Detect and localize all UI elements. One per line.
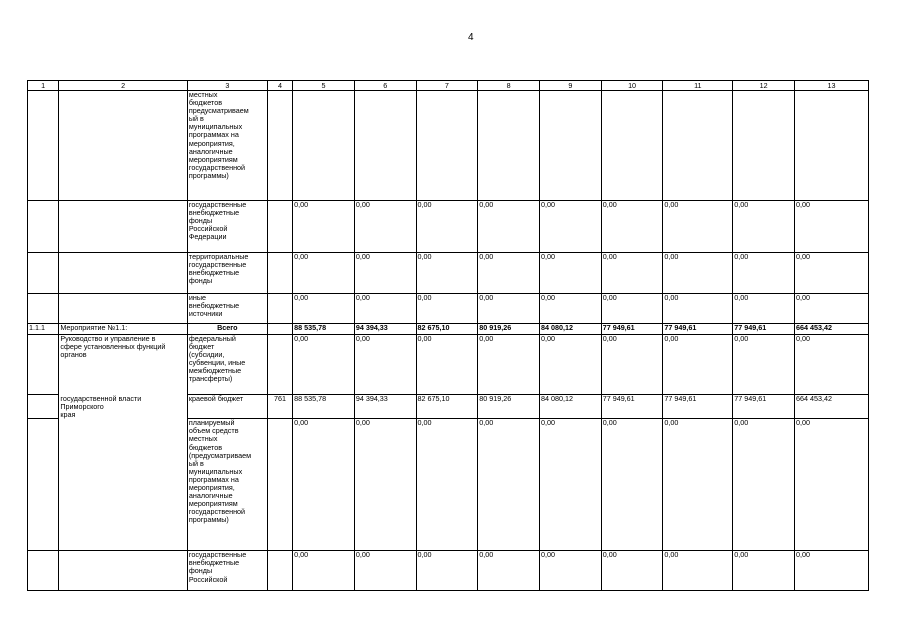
value-cell: 0,00: [354, 201, 416, 253]
table-row: [28, 395, 869, 419]
table-row: [28, 294, 869, 324]
value-cell: 0,00: [601, 419, 663, 551]
header-cell: 8: [478, 81, 540, 91]
value-cell: 0,00: [478, 551, 540, 591]
value-cell: [539, 91, 601, 201]
value-cell: 664 453,42: [794, 395, 868, 419]
value-cell: 0,00: [794, 253, 868, 294]
row-title-cell: Мероприятие №1.1:: [59, 324, 188, 335]
value-cell: 0,00: [663, 253, 733, 294]
value-cell: 0,00: [293, 551, 355, 591]
funding-source-cell: местных бюджетов предусматриваем ый в муниципальных программах на мероприятия, аналогичные мероприятиям государственной программы): [187, 91, 267, 201]
funding-source-cell: федеральный бюджет (субсидии, субвенции, иные межбюджетные трансферты): [187, 335, 267, 395]
value-cell: 0,00: [478, 335, 540, 395]
value-cell: 0,00: [794, 294, 868, 324]
value-cell: 0,00: [733, 335, 795, 395]
value-cell: 94 394,33: [354, 324, 416, 335]
value-cell: [354, 91, 416, 201]
header-row: [28, 81, 869, 91]
row-title-cell: [59, 201, 188, 253]
value-cell: 0,00: [794, 201, 868, 253]
header-cell: 12: [733, 81, 795, 91]
funding-source-cell: иные внебюджетные источники: [187, 294, 267, 324]
value-cell: [416, 91, 478, 201]
value-cell: [794, 91, 868, 201]
funding-source-cell: государственные внебюджетные фонды Российской Федерации: [187, 201, 267, 253]
value-cell: 84 080,12: [539, 324, 601, 335]
value-cell: 0,00: [601, 551, 663, 591]
value-cell: 0,00: [794, 419, 868, 551]
row-title-cell: государственной власти Приморского края: [59, 395, 188, 419]
value-cell: 0,00: [478, 294, 540, 324]
grbs-cell: [267, 335, 292, 395]
value-cell: 0,00: [539, 294, 601, 324]
grbs-cell: [267, 419, 292, 551]
row-title-cell: [59, 253, 188, 294]
row-code-cell: [28, 395, 59, 419]
header-cell: 9: [539, 81, 601, 91]
value-cell: 0,00: [293, 294, 355, 324]
value-cell: 0,00: [354, 335, 416, 395]
value-cell: 0,00: [293, 253, 355, 294]
value-cell: [293, 91, 355, 201]
table-row: [28, 253, 869, 294]
value-cell: 0,00: [601, 294, 663, 324]
value-cell: 0,00: [416, 201, 478, 253]
value-cell: 80 919,26: [478, 395, 540, 419]
header-cell: 2: [59, 81, 188, 91]
value-cell: 0,00: [601, 335, 663, 395]
value-cell: 0,00: [293, 419, 355, 551]
table-row: [28, 324, 869, 335]
value-cell: 664 453,42: [794, 324, 868, 335]
value-cell: 0,00: [733, 551, 795, 591]
row-title-cell: [59, 551, 188, 591]
funding-source-cell: Всего: [187, 324, 267, 335]
value-cell: 77 949,61: [601, 395, 663, 419]
value-cell: 77 949,61: [601, 324, 663, 335]
row-code-cell: [28, 551, 59, 591]
funding-source-cell: территориальные государственные внебюджетные фонды: [187, 253, 267, 294]
table-row: [28, 335, 869, 395]
value-cell: 0,00: [478, 253, 540, 294]
value-cell: 0,00: [293, 335, 355, 395]
header-cell: 1: [28, 81, 59, 91]
table-row: [28, 419, 869, 551]
table-row: [28, 91, 869, 201]
value-cell: [601, 91, 663, 201]
row-title-cell: [59, 91, 188, 201]
table-row: [28, 201, 869, 253]
value-cell: 0,00: [794, 335, 868, 395]
row-code-cell: [28, 91, 59, 201]
value-cell: 0,00: [354, 253, 416, 294]
header-cell: 11: [663, 81, 733, 91]
value-cell: 0,00: [663, 551, 733, 591]
value-cell: 0,00: [293, 201, 355, 253]
value-cell: 82 675,10: [416, 324, 478, 335]
header-cell: 6: [354, 81, 416, 91]
grbs-cell: 761: [267, 395, 292, 419]
value-cell: 77 949,61: [733, 395, 795, 419]
funding-source-cell: государственные внебюджетные фонды Российской: [187, 551, 267, 591]
row-code-cell: [28, 335, 59, 395]
header-cell: 3: [187, 81, 267, 91]
value-cell: 0,00: [416, 335, 478, 395]
header-cell: 5: [293, 81, 355, 91]
value-cell: 0,00: [663, 419, 733, 551]
grbs-cell: [267, 551, 292, 591]
value-cell: 0,00: [354, 419, 416, 551]
grbs-cell: [267, 294, 292, 324]
page-number: 4: [468, 32, 474, 43]
value-cell: 0,00: [733, 201, 795, 253]
value-cell: 94 394,33: [354, 395, 416, 419]
row-code-cell: [28, 253, 59, 294]
row-title-cell: Руководство и управление в сфере установленных функций органов: [59, 335, 188, 395]
grbs-cell: [267, 324, 292, 335]
value-cell: 0,00: [601, 201, 663, 253]
value-cell: 0,00: [416, 419, 478, 551]
value-cell: 0,00: [733, 419, 795, 551]
value-cell: 88 535,78: [293, 395, 355, 419]
value-cell: [478, 91, 540, 201]
grbs-cell: [267, 201, 292, 253]
value-cell: 0,00: [601, 253, 663, 294]
value-cell: 0,00: [416, 294, 478, 324]
row-title-cell: [59, 294, 188, 324]
value-cell: 0,00: [354, 551, 416, 591]
value-cell: 0,00: [733, 294, 795, 324]
value-cell: 0,00: [663, 201, 733, 253]
value-cell: 0,00: [733, 253, 795, 294]
value-cell: 0,00: [663, 294, 733, 324]
value-cell: 0,00: [663, 335, 733, 395]
budget-table: [27, 80, 869, 591]
header-cell: 7: [416, 81, 478, 91]
row-title-cell: [59, 419, 188, 551]
header-cell: 10: [601, 81, 663, 91]
value-cell: 0,00: [794, 551, 868, 591]
value-cell: 84 080,12: [539, 395, 601, 419]
row-code-cell: 1.1.1: [28, 324, 59, 335]
grbs-cell: [267, 253, 292, 294]
value-cell: 77 949,61: [663, 395, 733, 419]
value-cell: 0,00: [539, 551, 601, 591]
value-cell: [733, 91, 795, 201]
value-cell: 80 919,26: [478, 324, 540, 335]
value-cell: [663, 91, 733, 201]
value-cell: 0,00: [539, 335, 601, 395]
row-code-cell: [28, 294, 59, 324]
row-code-cell: [28, 419, 59, 551]
value-cell: 0,00: [416, 551, 478, 591]
value-cell: 0,00: [539, 201, 601, 253]
table-row: [28, 551, 869, 591]
grbs-cell: [267, 91, 292, 201]
value-cell: 0,00: [539, 419, 601, 551]
row-code-cell: [28, 201, 59, 253]
value-cell: 0,00: [478, 201, 540, 253]
value-cell: 82 675,10: [416, 395, 478, 419]
value-cell: 0,00: [539, 253, 601, 294]
value-cell: 0,00: [478, 419, 540, 551]
value-cell: 77 949,61: [733, 324, 795, 335]
value-cell: 0,00: [416, 253, 478, 294]
value-cell: 88 535,78: [293, 324, 355, 335]
value-cell: 77 949,61: [663, 324, 733, 335]
header-cell: 13: [794, 81, 868, 91]
value-cell: 0,00: [354, 294, 416, 324]
header-cell: 4: [267, 81, 292, 91]
funding-source-cell: краевой бюджет: [187, 395, 267, 419]
funding-source-cell: планируемый объем средств местных бюджетов (предусматриваем ый в муниципальных программах на мероприятия, аналогичные мероприятиям государственной программы): [187, 419, 267, 551]
